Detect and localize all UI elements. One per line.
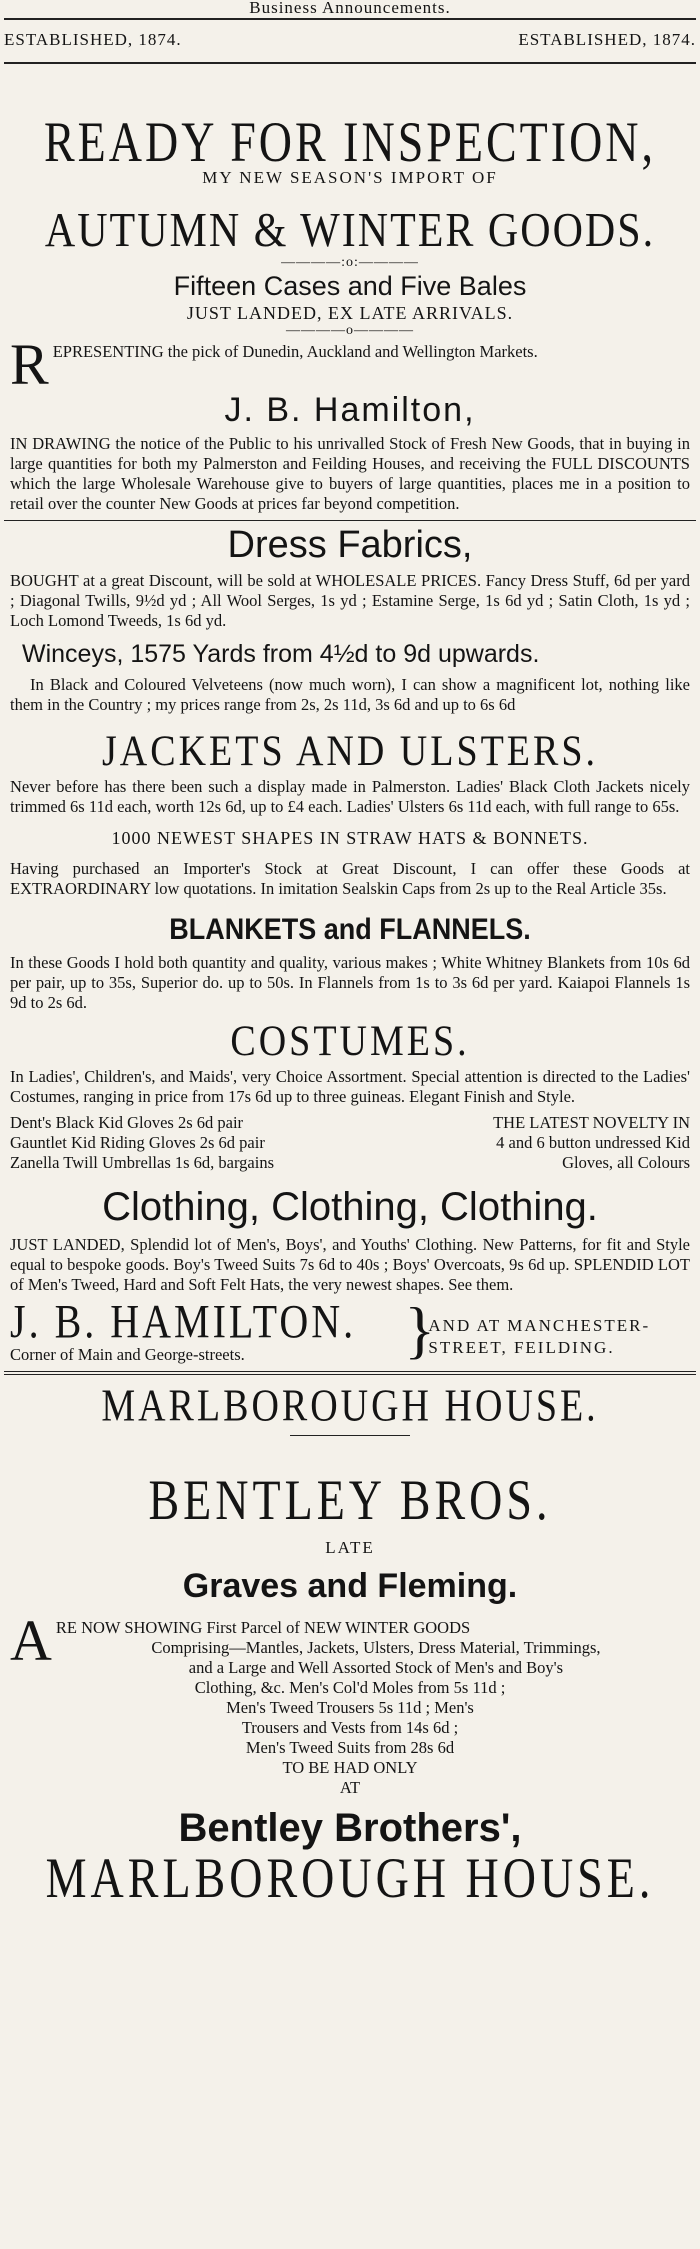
drop-cap: R — [10, 332, 49, 397]
cases-heading: Fifteen Cases and Five Bales — [173, 271, 527, 301]
ready-heading: READY FOR INSPECTION, — [43, 109, 657, 174]
established-rule — [4, 62, 696, 64]
drop-cap: A — [10, 1608, 52, 1673]
gloves-left-line: Gauntlet Kid Riding Gloves 2s 6d pair — [10, 1133, 265, 1152]
goods-line: AT — [339, 1778, 361, 1797]
jackets-paragraph: Never before has there been such a display made in Palmerston. Ladies' Black Cloth Jackets nicely trimmed 6s 11d each, worth 12s 6d, up to £4 each. Ladies' Ulsters 6s 11d each, with full range to 65s. — [10, 777, 690, 816]
established-right: ESTABLISHED, 1874. — [518, 30, 696, 49]
landed-heading: JUST LANDED, EX LATE ARRIVALS. — [186, 303, 514, 323]
season-subheading: MY NEW SEASON'S IMPORT OF — [202, 168, 498, 187]
goods-line: and a Large and Well Assorted Stock of Men's and Boy's — [188, 1658, 564, 1677]
bentley-heading: BENTLEY BROS. — [148, 1467, 552, 1532]
ad-divider — [4, 1371, 696, 1375]
brace-glyph: } — [404, 1294, 436, 1365]
gloves-left-column — [10, 1113, 274, 1173]
goods-line: Trousers and Vests from 14s 6d ; — [241, 1718, 459, 1737]
blankets-paragraph: In these Goods I hold both quantity and quality, various makes ; White Whitney Blankets from 10s 6d per pair, up to 35s, Superior do. up to 50s. In Flannels from 1s to 3s 6d per yard. Kaiapoi Flannels 1s 9d to 2s 6d. — [10, 953, 690, 1012]
goods-line: Men's Tweed Trousers 5s 11d ; Men's — [226, 1698, 474, 1717]
ornament-dash-2: ————o———— — [286, 323, 414, 338]
signature-address: Corner of Main and George-streets. — [10, 1345, 245, 1364]
established-left: ESTABLISHED, 1874. — [4, 30, 182, 49]
hamilton-name: J. B. Hamilton, — [224, 391, 476, 429]
goods-list — [4, 1638, 696, 1798]
intro-paragraph: IN DRAWING the notice of the Public to his unrivalled Stock of Fresh New Goods, that in buying in large quantities for both my Palmerston and Feilding Houses, and receiving the FULL DISCOUNTS which the large Wholesale Warehouse give to buyers of large quantities, places me in a position to retail over the counter New Goods at prices far beyond competition. — [10, 434, 690, 513]
blankets-heading: BLANKETS and FLANNELS. — [169, 913, 531, 946]
sealskin-paragraph: Having purchased an Importer's Stock at Great Discount, I can offer these Goods at EXTRAORDINARY low quotations. In imitation Sealskin Caps from 2s up to the Real Article 35s. — [10, 859, 690, 898]
signature-left — [10, 1294, 404, 1365]
signature-name: J. B. HAMILTON. — [10, 1294, 357, 1349]
goods-line: Men's Tweed Suits from 28s 6d — [245, 1738, 455, 1757]
running-head: Business Announcements. — [249, 0, 451, 17]
established-banner — [4, 20, 696, 62]
costumes-heading: COSTUMES. — [230, 1016, 470, 1066]
signature-block — [10, 1294, 690, 1365]
clothing-paragraph: JUST LANDED, Splendid lot of Men's, Boys', and Youths' Clothing. New Patterns, for fit and Style equal to bespoke goods. Boy's Tweed Suits 7s 6d to 40s ; Boys' Overcoats, 9s 6d up. SPLENDID LOT of Men's Tweed, Hard and Soft Felt Hats, the very newest shapes. See them. — [10, 1235, 690, 1294]
late-label: LATE — [325, 1538, 375, 1557]
gloves-left-line: Dent's Black Kid Gloves 2s 6d pair — [10, 1113, 244, 1132]
representing-paragraph — [10, 332, 690, 397]
velveteens-paragraph: In Black and Coloured Velveteens (now much worn), I can show a magnificent lot, nothing like them in the Country ; my prices range from 2s, 2s 11d, 3s 6d and up to 6s 6d — [10, 675, 690, 714]
marlborough-heading: MARLBOROUGH HOUSE. — [101, 1380, 599, 1432]
gloves-right-line: Gloves, all Colours — [562, 1153, 690, 1172]
short-rule — [290, 1435, 410, 1436]
showing-lead: RE NOW SHOWING First Parcel of NEW WINTER GOODS — [55, 1618, 471, 1637]
gloves-left-line: Zanella Twill Umbrellas 1s 6d, bargains — [10, 1153, 275, 1172]
dress-paragraph: BOUGHT at a great Discount, will be sold at WHOLESALE PRICES. Fancy Dress Stuff, 6d per yard ; Diagonal Twills, 9½d yd ; All Wool Serges, 1s yd ; Estamine Serge, 1s 6d yd ; Satin Cloth, 1s yd ; Loch Lomond Tweeds, 1s 6d yd. — [10, 571, 690, 630]
brothers-heading: Bentley Brothers', — [178, 1806, 522, 1850]
autumn-heading: AUTUMN & WINTER GOODS. — [44, 204, 656, 258]
gloves-right-line: THE LATEST NOVELTY IN — [493, 1113, 690, 1132]
bentley-advertisement — [4, 1380, 696, 1910]
hamilton-advertisement — [4, 20, 696, 1365]
dress-heading: Dress Fabrics, — [227, 524, 473, 566]
costumes-paragraph: In Ladies', Children's, and Maids', very Choice Assortment. Special attention is directed to the Ladies' Costumes, ranging in price from 17s 6d up to three guineas. Elegant Finish and Style. — [10, 1067, 690, 1106]
gloves-right-line: 4 and 6 button undressed Kid — [496, 1133, 690, 1152]
goods-line: TO BE HAD ONLY — [282, 1758, 418, 1777]
branch-line: AND AT MANCHESTER- — [428, 1316, 651, 1335]
gloves-right-column — [364, 1113, 690, 1173]
goods-line: Comprising—Mantles, Jackets, Ulsters, Dress Material, Trimmings, — [151, 1638, 601, 1657]
winceys-heading: Winceys, 1575 Yards from 4½d to 9d upwards. — [22, 640, 540, 668]
graves-heading: Graves and Fleming. — [182, 1567, 518, 1605]
straw-heading: 1000 NEWEST SHAPES IN STRAW HATS & BONNETS. — [111, 828, 589, 848]
branch-line: STREET, FEILDING. — [428, 1338, 615, 1357]
clothing-heading: Clothing, Clothing, Clothing. — [102, 1185, 598, 1229]
marlborough-footer-heading: MARLBOROUGH HOUSE. — [45, 1845, 655, 1910]
jackets-heading: JACKETS AND ULSTERS. — [102, 726, 598, 776]
goods-line: Clothing, &c. Men's Col'd Moles from 5s 11d ; — [194, 1678, 506, 1697]
ornament-dash: ————:o:———— — [281, 255, 419, 270]
representing-text: EPRESENTING the pick of Dunedin, Auckland and Wellington Markets. — [52, 342, 538, 361]
gloves-columns — [10, 1113, 690, 1173]
signature-right — [428, 1299, 650, 1359]
